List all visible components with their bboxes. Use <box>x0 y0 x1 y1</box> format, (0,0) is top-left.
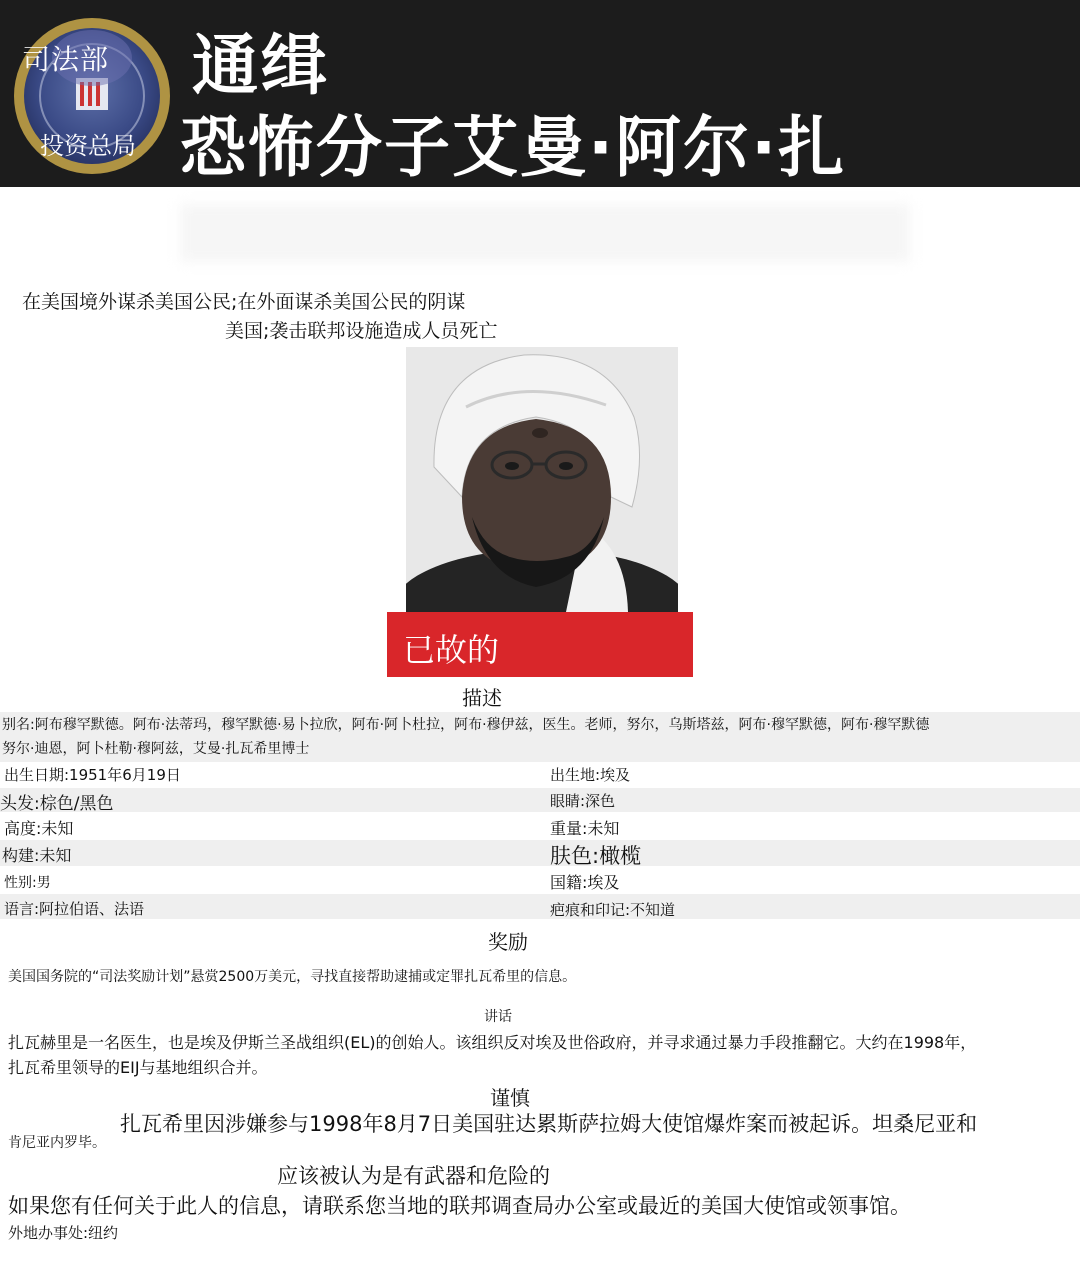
description-heading: 描述 <box>462 686 502 710</box>
field-office: 外地办事处:纽约 <box>8 1224 119 1242</box>
build-field: 构建:未知 <box>2 846 72 865</box>
hair-field: 头发:棕色/黑色 <box>0 794 114 814</box>
dob-field: 出生日期:1951年6月19日 <box>4 766 181 784</box>
remarks-line-1: 扎瓦赫里是一名医生，也是埃及伊斯兰圣战组织(EL)的创始人。该组织反对埃及世俗政府，并寻求通过暴力手段推翻它。大约在1998年， <box>8 1033 977 1052</box>
remarks-heading: 讲话 <box>484 1009 512 1025</box>
nationality-field: 国籍:埃及 <box>550 873 620 892</box>
contact-info: 如果您有任何关于此人的信息，请联系您当地的联邦调查局办公室或最近的美国大使馆或领事馆。 <box>8 1194 911 1218</box>
height-field: 高度:未知 <box>4 819 74 838</box>
eyes-field: 眼睛:深色 <box>550 792 616 810</box>
sex-field: 性别:男 <box>4 875 51 891</box>
charges-line-1: 在美国境外谋杀美国公民;在外面谋杀美国公民的阴谋 <box>22 291 466 313</box>
suspect-photo <box>406 347 678 612</box>
birthplace-field: 出生地:埃及 <box>550 766 631 784</box>
seal-label-top: 司法部 <box>22 43 110 76</box>
caution-heading: 谨慎 <box>490 1086 530 1110</box>
seal-label-bottom: 投资总局 <box>40 132 136 160</box>
armed-dangerous-warning: 应该被认为是有武器和危险的 <box>277 1164 550 1188</box>
weight-field: 重量:未知 <box>550 819 620 838</box>
faded-overlay <box>180 204 910 262</box>
deceased-status-badge <box>387 612 693 677</box>
aliases-line-1: 别名:阿布穆罕默德。阿布·法蒂玛，穆罕默德·易卜拉欣，阿布·阿卜杜拉，阿布·穆伊兹，医生。老师，努尔，乌斯塔兹，阿布·穆罕默德，阿布·穆罕默德 <box>2 717 930 733</box>
aliases-line-2: 努尔·迪恩，阿卜杜勒·穆阿兹，艾曼·扎瓦希里博士 <box>2 741 310 757</box>
page-subtitle: 恐怖分子艾曼·阿尔·扎 <box>180 109 847 186</box>
row-band <box>0 788 1080 812</box>
scars-field: 疤痕和印记:不知道 <box>550 901 676 919</box>
remarks-line-2: 扎瓦希里领导的EIJ与基地组织合并。 <box>8 1058 268 1077</box>
row-band <box>0 840 1080 866</box>
reward-heading: 奖励 <box>488 930 528 954</box>
deceased-label: 已故的 <box>403 631 500 669</box>
caution-line-1: 扎瓦希里因涉嫌参与1998年8月7日美国驻达累斯萨拉姆大使馆爆炸案而被起诉。坦桑尼亚和 <box>120 1112 978 1136</box>
header-banner <box>0 0 1080 187</box>
page-title: 通缉 <box>192 27 330 104</box>
complexion-field: 肤色:橄榄 <box>550 844 642 868</box>
reward-text: 美国国务院的“司法奖励计划”悬赏2500万美元，寻找直接帮助逮捕或定罪扎瓦希里的信息。 <box>8 969 577 985</box>
caution-line-2: 肯尼亚内罗毕。 <box>8 1135 106 1151</box>
row-band <box>0 894 1080 919</box>
charges-line-2: 美国;袭击联邦设施造成人员死亡 <box>225 320 498 342</box>
languages-field: 语言:阿拉伯语、法语 <box>4 900 145 918</box>
